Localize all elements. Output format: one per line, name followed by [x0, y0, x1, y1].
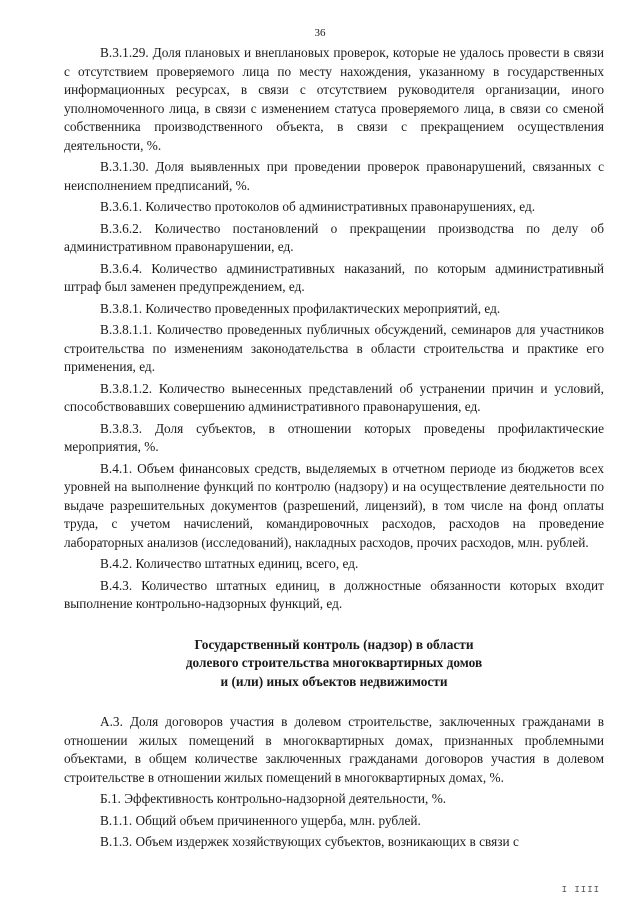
paragraph-v3-1-30: В.3.1.30. Доля выявленных при проведении проверок правонарушений, связанных с неисполнением предписаний, %. — [64, 159, 604, 193]
document-body — [64, 44, 604, 855]
paragraph-a3: А.3. Доля договоров участия в долевом строительстве, заключенных гражданами в отношении жилых помещений в многоквартирных домах, признанных проблемными объектами, в общем количестве заключенных гражданами договоров участия в долевом строительстве в отношении жилых помещений в многоквартирных домах, %. — [64, 714, 604, 785]
paragraph-v3-1-29: В.3.1.29. Доля плановых и внеплановых проверок, которые не удалось провести в связи с отсутствием проверяемого лица по месту нахождения, указанному в государственных информационных ресурсах, в связи с отсутствием руководителя организации, иного уполномоченного лица, в связи с изменением статуса проверяемого лица, в связи со сменой собственника производственного объекта, в связи с прекращением осуществления деятельности, %. — [64, 45, 604, 153]
paragraph-v4-2: В.4.2. Количество штатных единиц, всего, ед. — [100, 556, 359, 571]
heading-line: Государственный контроль (надзор) в области — [194, 636, 474, 652]
paragraph-b1: Б.1. Эффективность контрольно-надзорной деятельности, %. — [100, 791, 447, 806]
paragraphs-bottom — [64, 713, 604, 852]
paragraph-v3-6-2: В.3.6.2. Количество постановлений о прекращении производства по делу об административном правонарушении, ед. — [64, 220, 604, 254]
paragraph-v3-6-1: В.3.6.1. Количество протоколов об административных правонарушениях, ед. — [100, 199, 536, 214]
paragraph-v1-1: В.1.1. Общий объем причиненного ущерба, млн. рублей. — [100, 812, 421, 828]
footer-scan-mark: I IIII — [561, 885, 600, 895]
section-heading — [64, 636, 604, 692]
page-number: 36 — [314, 27, 326, 39]
paragraph-v3-8-1-1: В.3.8.1.1. Количество проведенных публичных обсуждений, семинаров для участников строительства по изменениям законодательства в области строительства и практике его применения, ед. — [64, 322, 604, 374]
paragraph-v3-6-4: В.3.6.4. Количество административных наказаний, по которым административный штраф был заменен предупреждением, ед. — [64, 260, 604, 294]
heading-line: и (или) иных объектов недвижимости — [220, 673, 448, 689]
paragraph-v1-3: В.1.3. Объем издержек хозяйствующих субъектов, возникающих в связи с — [100, 834, 519, 849]
paragraph-v3-8-3: В.3.8.3. Доля субъектов, в отношении которых проведены профилактические мероприятия, %. — [64, 420, 604, 454]
paragraph-v3-8-1-2: В.3.8.1.2. Количество вынесенных представлений об устранении причин и условий, способствовавших совершению административного правонарушения, ед. — [64, 380, 604, 414]
heading-line: долевого строительства многоквартирных домов — [185, 655, 483, 670]
paragraph-v4-3: В.4.3. Количество штатных единиц, в должностные обязанности которых входит выполнение контрольно-надзорных функций, ед. — [64, 577, 604, 611]
paragraphs-top — [64, 44, 604, 614]
paragraph-v4-1: В.4.1. Объем финансовых средств, выделяемых в отчетном периоде из бюджетов всех уровней на выполнение функций по контролю (надзору) и на осуществление деятельности по выдаче разрешительных документов (разрешений, лицензий), в том числе на фонд оплаты труда, с учетом начислений, командировочных расходов, расходов на проведение лабораторных анализов (исследований), накладных расходов, прочих расходов, млн. рублей. — [64, 460, 604, 550]
paragraph-v3-8-1: В.3.8.1. Количество проведенных профилактических мероприятий, ед. — [100, 300, 501, 316]
